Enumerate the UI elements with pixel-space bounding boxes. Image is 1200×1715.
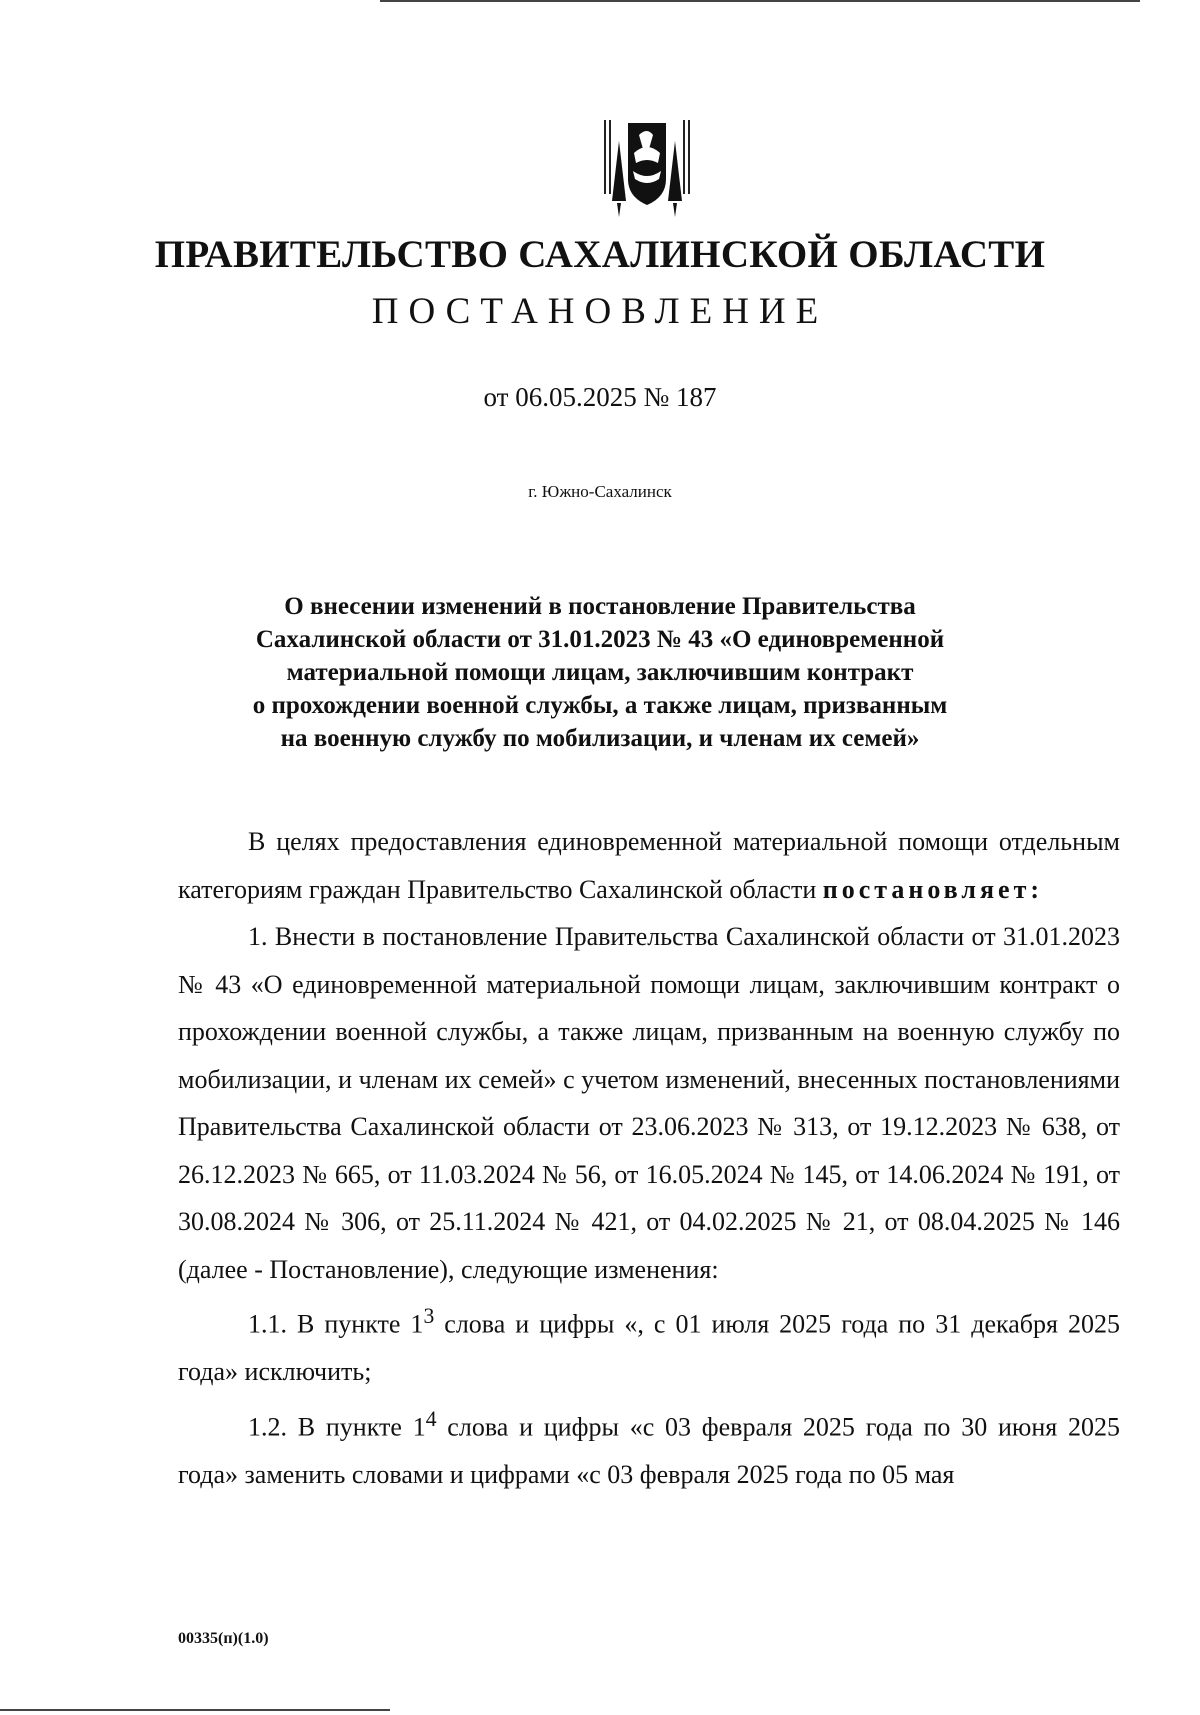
preamble-text: В целях предоставления единовременной материальной помощи отдельным категориям граждан Правительство Сахалинской области [178, 827, 1120, 904]
document-date-number: от 06.05.2025 № 187 [483, 382, 717, 412]
subject-line: о прохождении военной службы, а также лицам, призванным [252, 692, 948, 719]
item-1-1-superscript: 3 [423, 1304, 435, 1328]
scan-edge-bottom [0, 1709, 390, 1711]
subject-line: на военную службу по мобилизации, и членам их семей» [280, 725, 920, 752]
subject-line: О внесении изменений в постановление Правительства [284, 593, 916, 620]
document-city: г. Южно-Сахалинск [528, 482, 672, 501]
subject-line: Сахалинской области от 31.01.2023 № 43 «О единовременной [255, 626, 945, 653]
item-1-2-paragraph [178, 1396, 1120, 1499]
item-1-2-text-end: слова и цифры «с 03 февраля 2025 года по 30 июня 2025 года» заменить словами и цифрами «с 03 февраля 2025 года по 05 мая [178, 1412, 1120, 1489]
preamble-paragraph [178, 818, 1120, 913]
item-1-1-text-start: 1.1. В пункте 1 [248, 1309, 424, 1339]
document-type: ПОСТАНОВЛЕНИЕ [371, 291, 829, 332]
footer-code: 00335(п)(1.0) [178, 1630, 269, 1647]
document-subject [200, 590, 1000, 755]
item-1-2-text-start: 1.2. В пункте 1 [248, 1412, 426, 1442]
preamble-keyword: постановляет: [822, 874, 1043, 904]
item-1-1-paragraph [178, 1293, 1120, 1396]
document-body [178, 818, 1120, 1498]
coat-of-arms-icon [601, 119, 693, 219]
item-1-1-text-end: слова и цифры «, с 01 июля 2025 года по 31 декабря 2025 года» исключить; [178, 1309, 1120, 1387]
government-title: ПРАВИТЕЛЬСТВО САХАЛИНСКОЙ ОБЛАСТИ [154, 233, 1046, 276]
scan-edge-top [380, 0, 1140, 2]
item-1-2-superscript: 4 [425, 1406, 437, 1431]
subject-line: материальной помощи лицам, заключившим контракт [286, 659, 914, 686]
item-1-paragraph: 1. Внести в постановление Правительства Сахалинской области от 31.01.2023 № 43 «О единовременной материальной помощи лицам, заключившим контракт о прохождении военной службы, а также лицам, призванным на военную службу по мобилизации, и членам их семей» с учетом изменений, внесенных постановлениями Правительства Сахалинской области от 23.06.2023 № 313, от 19.12.2023 № 638, от 26.12.2023 № 665, от 11.03.2024 № 56, от 16.05.2024 № 145, от 14.06.2024 № 191, от 30.08.2024 № 306, от 25.11.2024 № 421, от 04.02.2025 № 21, от 08.04.2025 № 146 (далее - Постановление), следующие изменения: [178, 922, 1120, 1284]
